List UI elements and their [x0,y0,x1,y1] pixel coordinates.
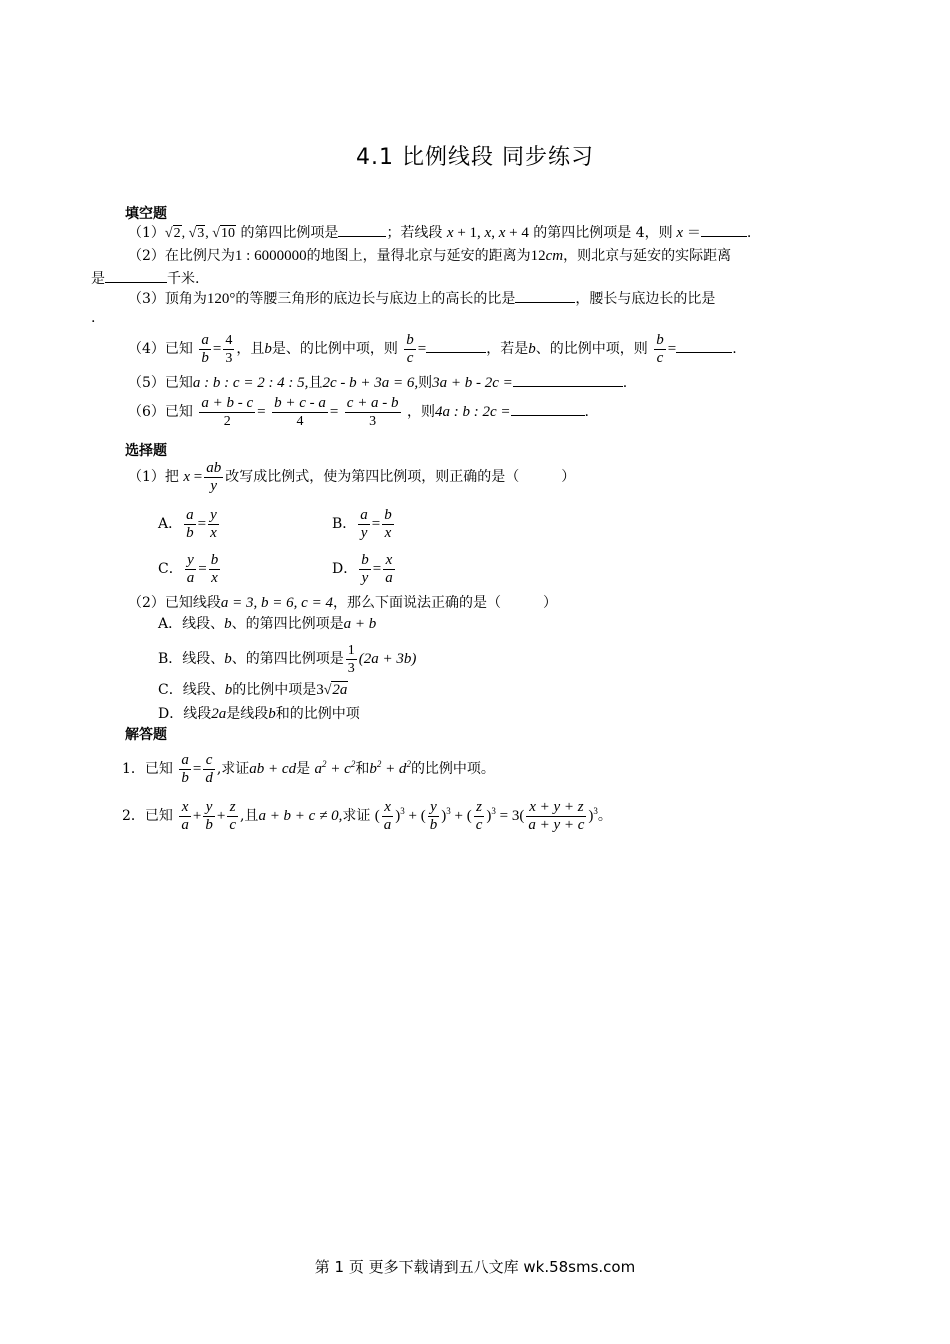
fill-q6: （6）已知 $\frac{a + b - c}{2}$ = $\frac{b + c - a}{4}$ = $\frac{c + a - b}{3}$ ，则4a : b : 2c = . [128,394,589,429]
section-answer-title: 解答题 [125,727,167,743]
answer-q1: 1．已知 $\frac{a}{b}$ = $\frac{c}{d}$ ,求证ab + cd是 $a^2 + c^2$和$b^2 + d^2$的比例中项。 [122,751,495,786]
choice-q1-option-a: A． $\frac{a}{b}$ = $\frac{y}{x}$ [158,506,217,541]
choice-q2-option-d: D．线段2a是线段b和的比例中项 [158,706,360,722]
fill-q5: （5）已知a : b : c = 2 : 4 : 5,且2c - b + 3a = 6,则3a + b - 2c = . [128,372,627,393]
fill-q4: （4）已知 $\frac{a}{b}$ = $\frac{4}{3}$ ，且b是、的比例中项，则 $\frac{b}{c}$ = ，若是b、的比例中项，则 $\frac{b}{c}$ = . [128,331,737,366]
fill-q2: （2）在比例尺为1 : 6000000的地图上，量得北京与延安的距离为12cm，则北京与延安的实际距离 [128,248,732,264]
page-title: 4.1 比例线段 同步练习 [356,145,594,170]
answer-q2: 2．已知 $\frac{x}{a}$ + $\frac{y}{b}$ + $\frac{z}{c}$ ,且a + b + c ≠ 0,求证 ( $\frac{x}{a}$ )$^3$ + ( $\frac{y}{b}$ )$^3$ + ( $\frac{z}{c}$ )$^3$ = 3( $\frac{x + y + z}{a + y + c}$ )$^3$。 [122,798,612,833]
choice-q2-option-b: B．线段、b、的第四比例项是 $\frac{1}{3}$ (2a + 3b) [158,642,417,676]
choice-q1-option-d: D． $\frac{b}{y}$ = $\frac{x}{a}$ [332,551,393,586]
fill-q3-cont: . [91,310,96,326]
choice-q2: （2）已知线段a = 3, b = 6, c = 4，那么下面说法正确的是（ ） [128,595,557,611]
section-choice-title: 选择题 [125,443,167,459]
fill-q1: （1）√2, √3, √10 的第四比例项是 ；若线段 x + 1, x, x + 4 的第四比例项是 4，则 x ＝ . [128,222,751,244]
section-fill-title: 填空题 [125,206,167,222]
choice-q2-option-c: C．线段、b的比例中项是3√2a [158,682,348,698]
fill-q2-cont: 是 千米. [91,268,199,289]
choice-q1-option-b: B． $\frac{a}{y}$ = $\frac{b}{x}$ [332,506,392,541]
choice-q2-option-a: A．线段、b、的第四比例项是a + b [158,616,377,632]
page-footer: 第 1 页 更多下载请到五八文库 wk.58sms.com [314,1258,636,1276]
choice-q1-option-c: C． $\frac{y}{a}$ = $\frac{b}{x}$ [158,551,219,586]
choice-q1: （1）把 x = $\frac{ab}{y}$ 改写成比例式，使为第四比例项，则正确的是（ ） [128,459,576,494]
fill-q3: （3）顶角为120°的等腰三角形的底边长与底边上的高长的比是 ，腰长与底边长的比是 [128,288,715,309]
